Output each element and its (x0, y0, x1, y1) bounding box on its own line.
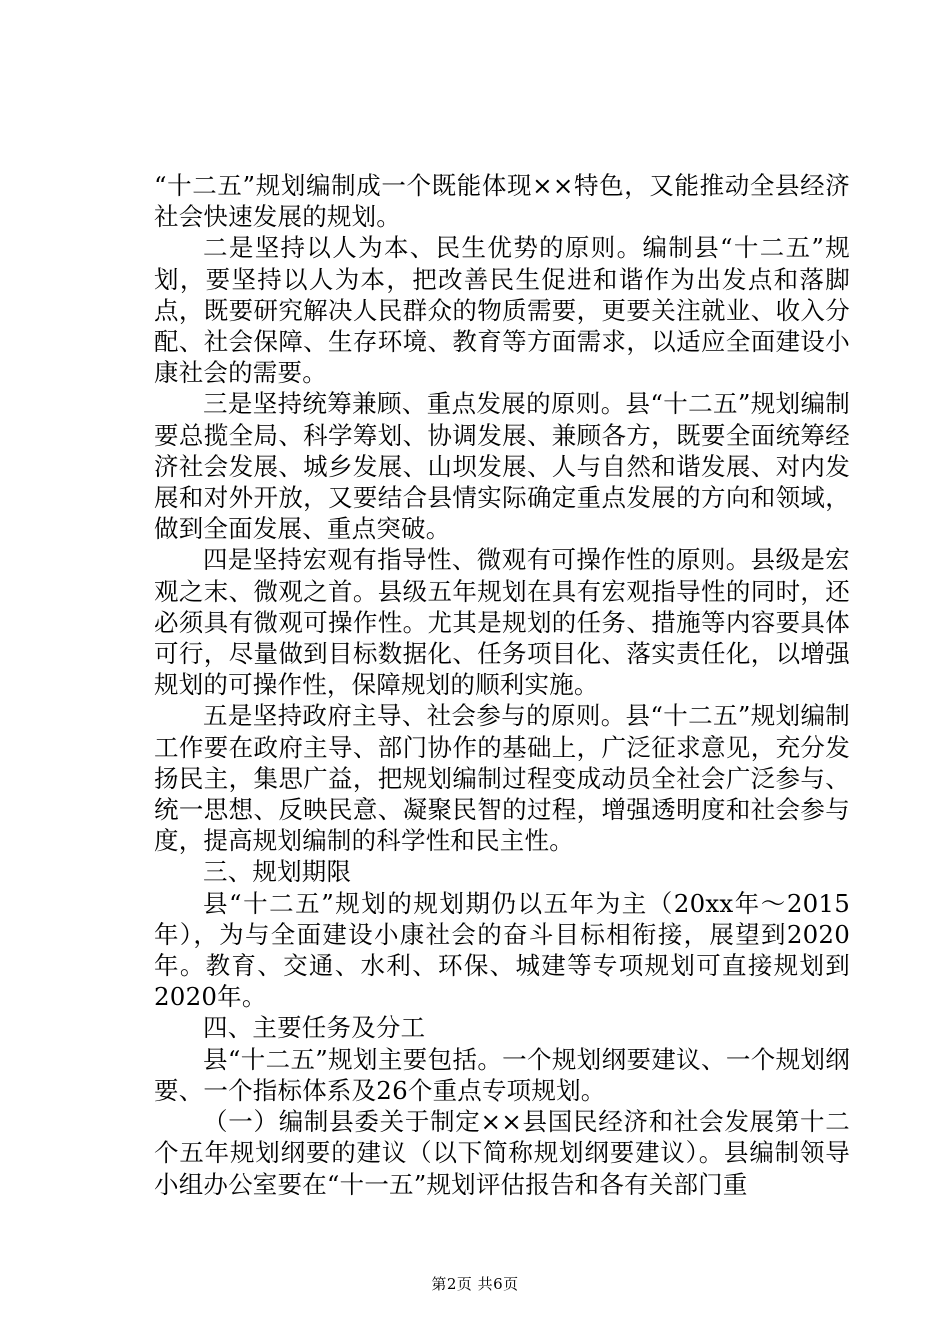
paragraph-6: 县“十二五”规划的规划期仍以五年为主（20xx年～2015年），为与全面建设小康社会的奋斗目标相衔接，展望到2020年。教育、交通、水利、环保、城建等专项规划可直接规划到2020年。 (154, 888, 850, 1012)
document-body (154, 170, 850, 1200)
paragraph-1: “十二五”规划编制成一个既能体现××特色，又能推动全县经济社会快速发展的规划。 (154, 171, 850, 232)
section-heading-4: 四、主要任务及分工 (203, 1013, 426, 1043)
page-number-footer: 第2页 共6页 (431, 1275, 519, 1293)
paragraph-7: 县“十二五”规划主要包括。一个规划纲要建议、一个规划纲要、一个指标体系及26个重点专项规划。 (154, 1044, 850, 1105)
paragraph-4: 四是坚持宏观有指导性、微观有可操作性的原则。县级是宏观之末、微观之首。县级五年规划在具有宏观指导性的同时，还必须具有微观可操作性。尤其是规划的任务、措施等内容要具体可行，尽量做到目标数据化、任务项目化、落实责任化，以增强规划的可操作性，保障规划的顺利实施。 (154, 545, 850, 700)
section-heading-3: 三、规划期限 (203, 857, 352, 887)
paragraph-5: 五是坚持政府主导、社会参与的原则。县“十二五”规划编制工作要在政府主导、部门协作的基础上，广泛征求意见，充分发扬民主，集思广益，把规划编制过程变成动员全社会广泛参与、统一思想、反映民意、凝聚民智的过程，增强透明度和社会参与度，提高规划编制的科学性和民主性。 (154, 701, 850, 856)
paragraph-3: 三是坚持统筹兼顾、重点发展的原则。县“十二五”规划编制要总揽全局、科学筹划、协调发展、兼顾各方，既要全面统筹经济社会发展、城乡发展、山坝发展、人与自然和谐发展、对内发展和对外开放，又要结合县情实际确定重点发展的方向和领域，做到全面发展、重点突破。 (154, 389, 850, 544)
paragraph-8: （一）编制县委关于制定××县国民经济和社会发展第十二个五年规划纲要的建议（以下简称规划纲要建议）。县编制领导小组办公室要在“十一五”规划评估报告和各有关部门重 (154, 1107, 850, 1199)
paragraph-2: 二是坚持以人为本、民生优势的原则。编制县“十二五”规划，要坚持以人为本，把改善民生促进和谐作为出发点和落脚点，既要研究解决人民群众的物质需要，更要关注就业、收入分配、社会保障、生存环境、教育等方面需求，以适应全面建设小康社会的需要。 (154, 233, 850, 388)
